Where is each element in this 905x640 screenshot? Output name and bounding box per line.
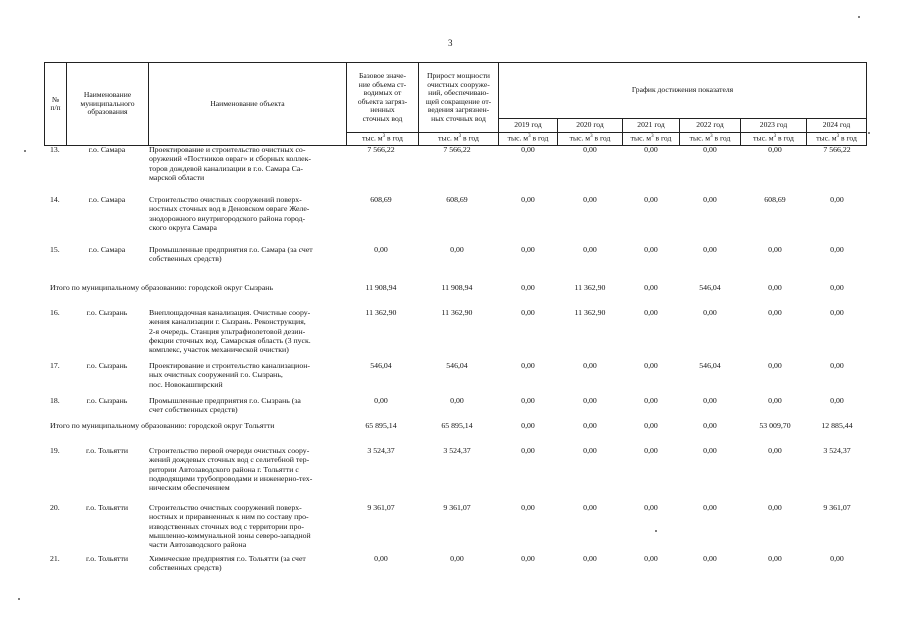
row-object: Строительство очистных сооружений поверх- ностных сточных вод в Деновском овраге Желе- знодорожного внутригородского района город- ского округа Самара xyxy=(149,195,310,233)
row-year-value: 0,00 xyxy=(644,554,658,563)
row-year-value: 0,00 xyxy=(644,421,658,430)
row-object: Строительство очистных сооружений поверх- ностных и приравненных к ним по составу про- изводственных сточных вод с территории про- мышленно-коммунальной зоны северо-западной части Автозаводского района xyxy=(149,503,311,550)
row-growth-value: 11 362,90 xyxy=(441,308,473,317)
row-growth-value: 9 361,07 xyxy=(443,503,471,512)
row-municipality: г.о. Тольятти xyxy=(85,554,129,563)
row-base-value: 0,00 xyxy=(374,245,388,254)
row-growth-value: 0,00 xyxy=(450,245,464,254)
row-object: Внеплощадочная канализация. Очистные соору- жения канализации г. Сызрань. Реконструкция, 2-я очередь. Станция ультрафиолетовой дезин- фекции сточных вод. Самарская область (3 пуск. комплекс, участок механической очистки) xyxy=(149,308,311,355)
total-label: Итого по муниципальному образованию: городской округ Тольятти xyxy=(50,421,275,430)
header-year: 2019 год xyxy=(499,119,558,133)
row-number: 14. xyxy=(50,195,60,204)
row-year-value: 0,00 xyxy=(583,503,597,512)
header-base: Базовое значе- ние объема ст- водимых от объекта загряз- ненных сточных вод xyxy=(347,63,419,133)
row-base-value: 65 895,14 xyxy=(365,421,397,430)
row-year-value: 7 566,22 xyxy=(823,145,851,154)
row-base-value: 546,04 xyxy=(370,361,392,370)
row-year-value: 0,00 xyxy=(521,195,535,204)
row-year-value: 0,00 xyxy=(830,308,844,317)
row-year-value: 0,00 xyxy=(768,308,782,317)
row-year-value: 0,00 xyxy=(703,396,717,405)
row-year-value: 546,04 xyxy=(699,283,721,292)
row-number: 17. xyxy=(50,361,60,370)
row-year-value: 0,00 xyxy=(644,503,658,512)
row-year-value: 0,00 xyxy=(830,361,844,370)
row-year-value: 0,00 xyxy=(521,145,535,154)
header-year: 2020 год xyxy=(558,119,623,133)
scan-speck xyxy=(868,132,870,134)
row-year-value: 0,00 xyxy=(768,554,782,563)
header-year: 2024 год xyxy=(807,119,867,133)
row-base-value: 0,00 xyxy=(374,554,388,563)
row-year-value: 0,00 xyxy=(830,554,844,563)
row-base-value: 608,69 xyxy=(370,195,392,204)
row-year-value: 0,00 xyxy=(703,554,717,563)
row-year-value: 0,00 xyxy=(521,554,535,563)
row-year-value: 0,00 xyxy=(830,396,844,405)
row-year-value: 0,00 xyxy=(644,396,658,405)
unit-cell: тыс. $м^3$ в год xyxy=(807,133,867,146)
row-base-value: 11 908,94 xyxy=(365,283,397,292)
header-municipality: Наименование муниципального образования xyxy=(67,63,149,146)
row-number: 13. xyxy=(50,145,60,154)
row-year-value: 3 524,37 xyxy=(823,446,851,455)
row-year-value: 0,00 xyxy=(521,503,535,512)
row-year-value: 608,69 xyxy=(764,195,786,204)
page-number: 3 xyxy=(448,38,453,48)
row-municipality: г.о. Самара xyxy=(88,195,126,204)
row-year-value: 0,00 xyxy=(644,361,658,370)
row-municipality: г.о. Сызрань xyxy=(86,396,128,405)
unit-cell: тыс. $м^3$ в год xyxy=(419,133,499,146)
row-growth-value: 0,00 xyxy=(450,396,464,405)
row-year-value: 0,00 xyxy=(583,446,597,455)
unit-cell: тыс. $м^3$ в год xyxy=(558,133,623,146)
row-number: 21. xyxy=(50,554,60,563)
row-year-value: 0,00 xyxy=(703,308,717,317)
row-year-value: 546,04 xyxy=(699,361,721,370)
row-year-value: 0,00 xyxy=(768,145,782,154)
row-year-value: 0,00 xyxy=(768,361,782,370)
header-year: 2023 год xyxy=(741,119,807,133)
row-growth-value: 65 895,14 xyxy=(441,421,473,430)
header-num: № п/п xyxy=(45,63,67,146)
unit-cell: тыс. $м^3$ в год xyxy=(499,133,558,146)
row-number: 15. xyxy=(50,245,60,254)
row-year-value: 0,00 xyxy=(644,245,658,254)
row-year-value: 0,00 xyxy=(644,308,658,317)
row-year-value: 0,00 xyxy=(644,446,658,455)
row-year-value: 0,00 xyxy=(703,446,717,455)
row-base-value: 0,00 xyxy=(374,396,388,405)
row-year-value: 0,00 xyxy=(830,245,844,254)
row-object: Проектирование и строительство очистных со- оружений «Постников овраг» и сборных коллек- торов дождевой канализации в г.о. Самара Са- марской области xyxy=(149,145,311,183)
row-number: 20. xyxy=(50,503,60,512)
row-year-value: 0,00 xyxy=(583,396,597,405)
row-year-value: 0,00 xyxy=(768,503,782,512)
row-year-value: 0,00 xyxy=(768,283,782,292)
row-year-value: 0,00 xyxy=(830,283,844,292)
row-year-value: 0,00 xyxy=(521,446,535,455)
scan-speck xyxy=(24,150,26,152)
row-number: 16. xyxy=(50,308,60,317)
row-base-value: 7 566,22 xyxy=(367,145,395,154)
row-year-value: 0,00 xyxy=(521,396,535,405)
scan-speck xyxy=(858,16,860,18)
row-year-value: 0,00 xyxy=(768,396,782,405)
row-growth-value: 546,04 xyxy=(446,361,468,370)
row-year-value: 0,00 xyxy=(703,421,717,430)
row-object: Промышленные предприятия г.о. Самара (за счет собственных средств) xyxy=(149,245,313,264)
row-year-value: 9 361,07 xyxy=(823,503,851,512)
row-municipality: г.о. Сызрань xyxy=(86,361,128,370)
row-growth-value: 0,00 xyxy=(450,554,464,563)
row-object: Промышленные предприятия г.о. Сызрань (за счет собственных средств) xyxy=(149,396,301,415)
row-year-value: 0,00 xyxy=(830,195,844,204)
row-year-value: 0,00 xyxy=(521,421,535,430)
row-object: Проектирование и строительство канализацион- ных очистных сооружений г.о. Сызрань, пос. Новокашпирский xyxy=(149,361,311,389)
row-municipality: г.о. Самара xyxy=(88,245,126,254)
row-year-value: 53 009,70 xyxy=(759,421,791,430)
row-year-value: 0,00 xyxy=(521,283,535,292)
table-header xyxy=(44,62,867,146)
header-object: Наименование объекта xyxy=(149,63,347,146)
row-growth-value: 608,69 xyxy=(446,195,468,204)
row-year-value: 0,00 xyxy=(583,554,597,563)
row-year-value: 0,00 xyxy=(644,283,658,292)
row-year-value: 0,00 xyxy=(703,195,717,204)
row-number: 19. xyxy=(50,446,60,455)
total-label: Итого по муниципальному образованию: городской округ Сызрань xyxy=(50,283,274,292)
row-year-value: 0,00 xyxy=(768,245,782,254)
row-municipality: г.о. Сызрань xyxy=(86,308,128,317)
row-year-value: 11 362,90 xyxy=(574,283,606,292)
row-year-value: 0,00 xyxy=(703,245,717,254)
row-year-value: 0,00 xyxy=(583,361,597,370)
header-year: 2022 год xyxy=(680,119,741,133)
row-year-value: 11 362,90 xyxy=(574,308,606,317)
row-base-value: 9 361,07 xyxy=(367,503,395,512)
row-year-value: 12 885,44 xyxy=(821,421,853,430)
header-schedule: График достижения показателя xyxy=(499,63,867,119)
row-municipality: г.о. Тольятти xyxy=(85,446,129,455)
row-year-value: 0,00 xyxy=(644,145,658,154)
row-year-value: 0,00 xyxy=(583,145,597,154)
row-year-value: 0,00 xyxy=(644,195,658,204)
unit-cell: тыс. $м^3$ в год xyxy=(741,133,807,146)
scan-speck xyxy=(18,598,20,600)
row-base-value: 11 362,90 xyxy=(365,308,397,317)
row-year-value: 0,00 xyxy=(703,503,717,512)
row-municipality: г.о. Тольятти xyxy=(85,503,129,512)
row-growth-value: 11 908,94 xyxy=(441,283,473,292)
row-number: 18. xyxy=(50,396,60,405)
row-year-value: 0,00 xyxy=(521,361,535,370)
row-year-value: 0,00 xyxy=(583,195,597,204)
scan-speck xyxy=(655,530,657,532)
unit-cell: тыс. $м^3$ в год xyxy=(347,133,419,146)
row-growth-value: 3 524,37 xyxy=(443,446,471,455)
unit-cell: тыс. $м^3$ в год xyxy=(680,133,741,146)
row-year-value: 0,00 xyxy=(583,245,597,254)
row-year-value: 0,00 xyxy=(521,245,535,254)
row-object: Химические предприятия г.о. Тольятти (за счет собственных средств) xyxy=(149,554,306,573)
header-growth: Прирост мощности очистных сооруже- ний, обеспечиваю- щей сокращение от- ведения загрязнен- ных сточных вод xyxy=(419,63,499,133)
row-object: Строительство первой очереди очистных соору- жений дождевых сточных вод с селитебной тер- ритории Автозаводского района г. Тольятти с подводящими трубопроводами и инженерно-тех- ническим обеспечением xyxy=(149,446,313,493)
row-year-value: 0,00 xyxy=(521,308,535,317)
row-growth-value: 7 566,22 xyxy=(443,145,471,154)
row-base-value: 3 524,37 xyxy=(367,446,395,455)
row-year-value: 0,00 xyxy=(703,145,717,154)
unit-cell: тыс. $м^3$ в год xyxy=(623,133,680,146)
row-year-value: 0,00 xyxy=(768,446,782,455)
row-year-value: 0,00 xyxy=(583,421,597,430)
row-municipality: г.о. Самара xyxy=(88,145,126,154)
header-year: 2021 год xyxy=(623,119,680,133)
